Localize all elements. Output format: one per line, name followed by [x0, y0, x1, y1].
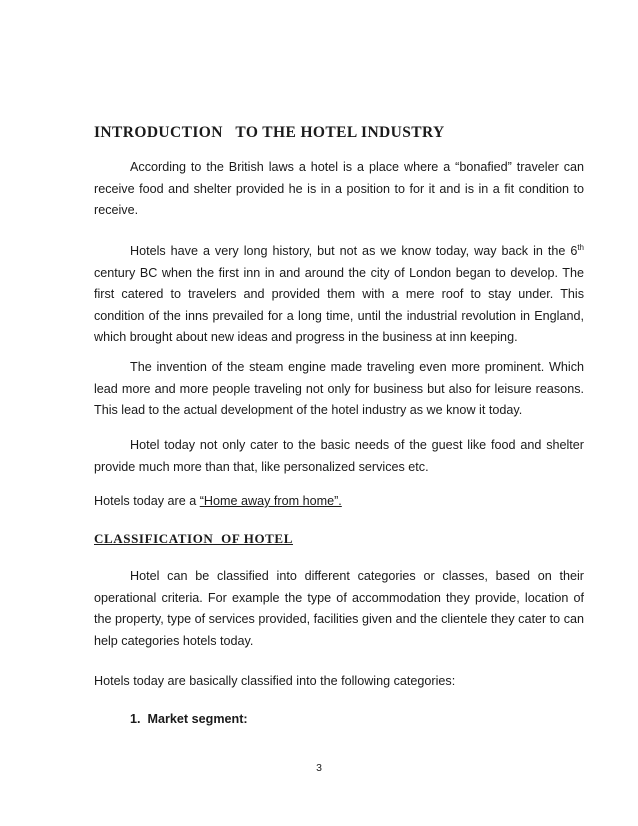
classification-heading: CLASSIFICATION OF HOTEL	[94, 531, 293, 546]
superscript-th: th	[577, 243, 584, 252]
history-text-rest: century BC when the first inn in and around the city of London began to develop. The first catered to travelers and provided them with a mere roof to stay under. This condition of the inns prevailed for a long time, until the industrial revolution in England, which brought about new ideas and progress in the business at inn keeping.	[94, 265, 584, 344]
list-item-number: 1.	[130, 712, 141, 726]
home-away-prefix: Hotels today are a	[94, 494, 200, 508]
list-item-market-segment	[130, 709, 248, 731]
paragraph-home-away	[94, 491, 584, 513]
paragraph-modern-hotel: Hotel today not only cater to the basic needs of the guest like food and shelter provide much more than that, like personalized services etc.	[94, 438, 584, 474]
page-number: 3	[316, 762, 322, 774]
home-away-quote: “Home away from home”.	[199, 494, 342, 508]
paragraph-history	[94, 241, 584, 349]
paragraph-steam-engine: The invention of the steam engine made traveling even more prominent. Which lead more and more people traveling not only for business but also for leisure reasons. This lead to the actual development of the hotel industry as we know it today.	[94, 360, 584, 417]
section-heading: INTRODUCTION TO THE HOTEL INDUSTRY	[94, 124, 445, 141]
paragraph-classification: Hotel can be classified into different categories or classes, based on their operational criteria. For example the type of accommodation they provide, location of the property, type of services provided, facilities given and the clientele they cater to can help categories hotels today.	[94, 569, 584, 648]
paragraph-categories-intro: Hotels today are basically classified into the following categories:	[94, 674, 456, 688]
paragraph-definition: According to the British laws a hotel is a place where a “bonafied” traveler can receive food and shelter provided he is in a position to for it and is in a fit condition to receive.	[94, 160, 584, 217]
history-text-start: Hotels have a very long history, but not as we know today, way back in the 6	[130, 244, 578, 258]
list-item-label: Market segment:	[147, 712, 248, 726]
